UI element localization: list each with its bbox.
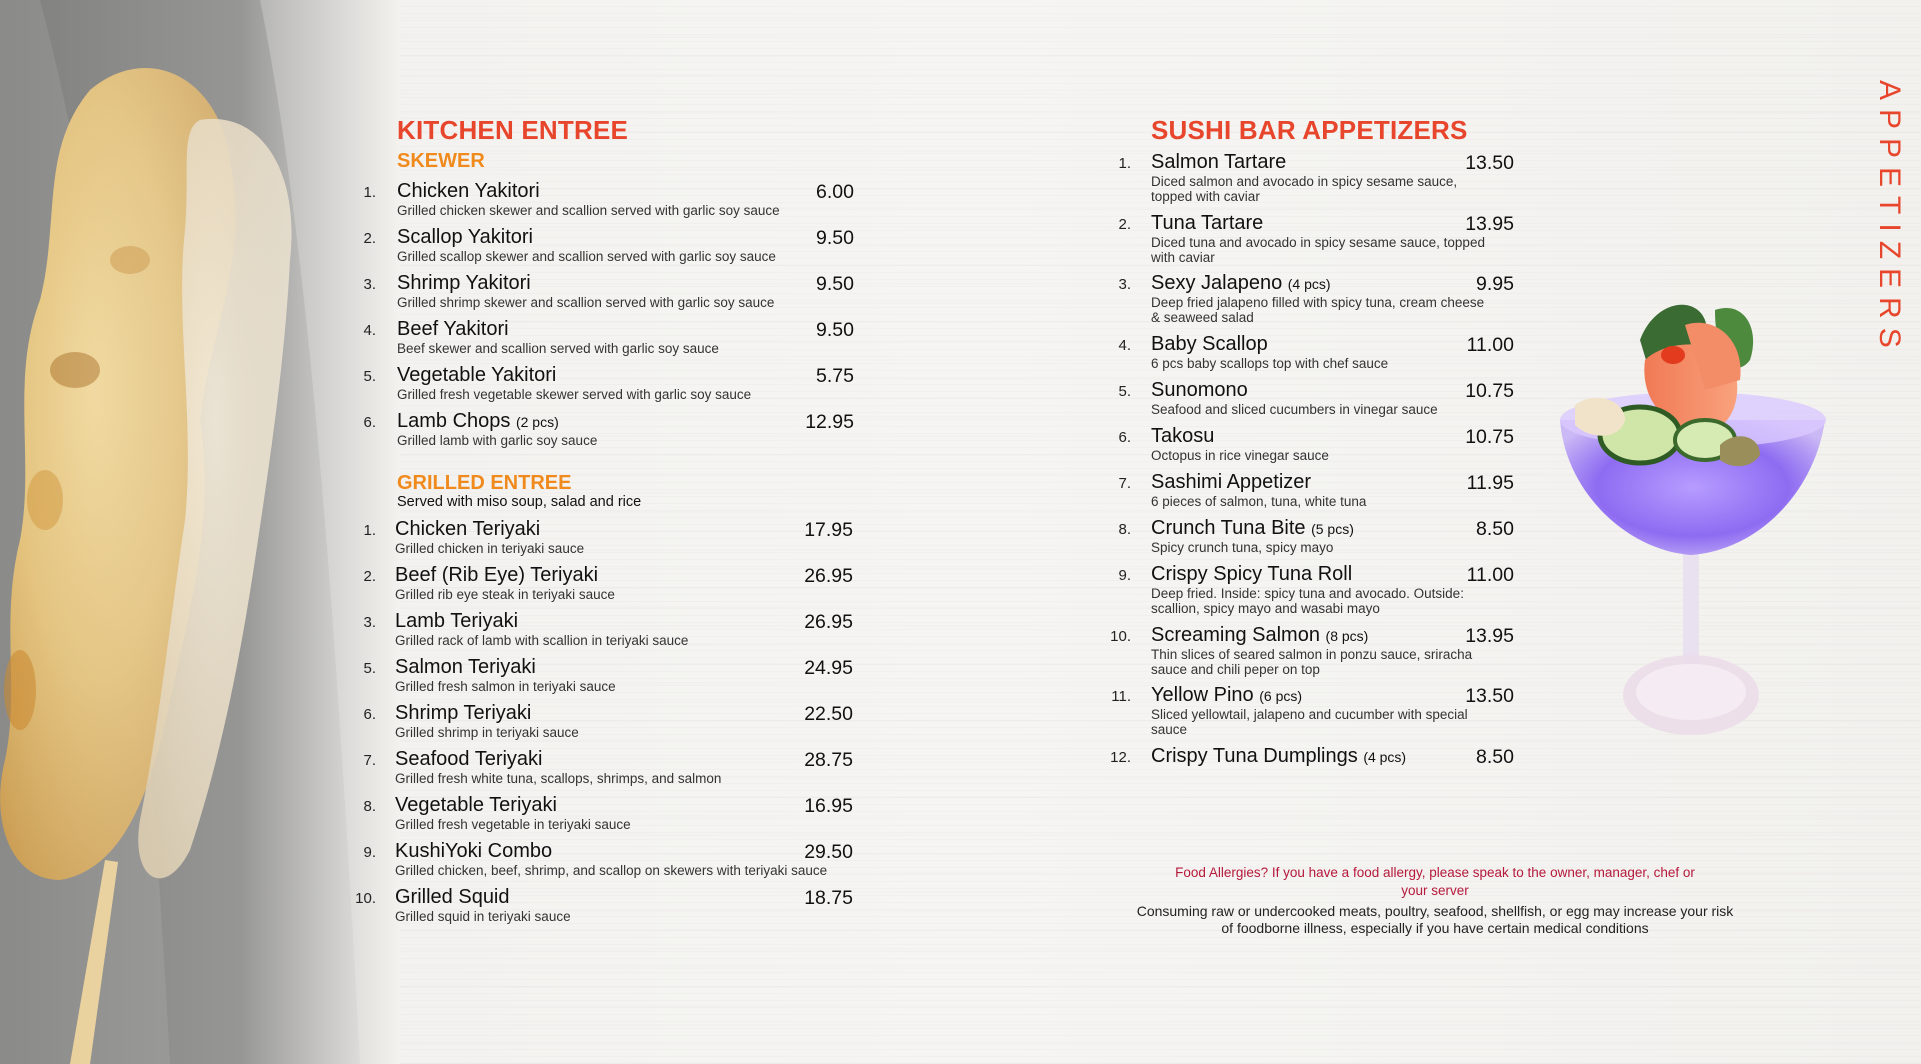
item-description: Grilled chicken skewer and scallion served with garlic soy sauce [397, 203, 780, 218]
item-number: 3. [363, 614, 376, 631]
item-name-text: Shrimp Yakitori [397, 272, 531, 294]
item-name [397, 180, 540, 203]
item-description: Grilled chicken, beef, shrimp, and scallop on skewers with teriyaki sauce [395, 863, 828, 878]
item-price: 28.75 [804, 749, 853, 771]
item-price: 26.95 [804, 611, 853, 633]
item-number: 1. [363, 522, 376, 539]
item-name [395, 518, 540, 541]
item-price: 9.50 [816, 319, 854, 341]
item-number: 7. [363, 752, 376, 769]
item-name-text: Baby Scallop [1151, 333, 1268, 355]
item-number: 2. [1118, 216, 1131, 233]
item-description: Deep fried. Inside: spicy tuna and avocado. Outside: scallion, spicy mayo and wasabi mayo [1151, 586, 1464, 616]
item-number: 1. [1118, 155, 1131, 172]
item-name [395, 564, 598, 587]
item-price: 10.75 [1465, 426, 1514, 448]
item-name [395, 702, 531, 725]
item-name [395, 610, 518, 633]
item-number: 4. [1118, 337, 1131, 354]
item-description: Grilled rib eye steak in teriyaki sauce [395, 587, 615, 602]
item-description: Spicy crunch tuna, spicy mayo [1151, 540, 1334, 555]
item-number: 5. [363, 368, 376, 385]
item-price: 10.75 [1465, 380, 1514, 402]
item-name [1151, 151, 1286, 174]
item-name-text: Salmon Teriyaki [395, 656, 536, 678]
item-description: Grilled chicken in teriyaki sauce [395, 541, 585, 556]
item-description: 6 pieces of salmon, tuna, white tuna [1151, 494, 1367, 509]
item-name [1151, 517, 1354, 540]
item-number: 5. [1118, 383, 1131, 400]
item-price: 9.50 [816, 273, 854, 295]
item-name-text: Beef Yakitori [397, 318, 509, 340]
item-name-text: Lamb Chops [397, 410, 511, 432]
item-name [1151, 563, 1352, 586]
item-name-text: Vegetable Teriyaki [395, 794, 557, 816]
item-number: 6. [363, 414, 376, 431]
item-price: 13.50 [1465, 685, 1514, 707]
item-number: 2. [363, 230, 376, 247]
item-description: Diced salmon and avocado in spicy sesame sauce, topped with caviar [1151, 174, 1458, 204]
item-quantity: (2 pcs) [515, 414, 559, 430]
appetizers-side-title: APPETIZERS [1873, 80, 1906, 357]
item-description: Grilled shrimp skewer and scallion served with garlic soy sauce [397, 295, 775, 310]
item-description: Grilled shrimp in teriyaki sauce [395, 725, 579, 740]
item-price: 18.75 [804, 887, 853, 909]
item-name-text: Crispy Tuna Dumplings [1151, 745, 1358, 767]
item-price: 13.95 [1465, 213, 1514, 235]
item-name-text: Lamb Teriyaki [395, 610, 519, 632]
item-price: 9.50 [816, 227, 854, 249]
item-name [395, 656, 536, 679]
item-price: 24.95 [804, 657, 853, 679]
item-name [1151, 425, 1214, 448]
item-description: Diced tuna and avocado in spicy sesame sauce, topped with caviar [1151, 235, 1485, 265]
item-description: Octopus in rice vinegar sauce [1151, 448, 1329, 463]
item-number: 8. [1118, 521, 1131, 538]
item-name-text: Yellow Pino [1151, 684, 1254, 706]
item-quantity: (4 pcs) [1363, 749, 1407, 765]
item-name-text: Tuna Tartare [1151, 212, 1264, 234]
item-name [1151, 745, 1406, 768]
item-price: 6.00 [816, 181, 854, 203]
item-number: 11. [1111, 688, 1131, 705]
item-name [395, 794, 557, 817]
item-name-text: Chicken Teriyaki [395, 518, 541, 540]
item-number: 10. [1110, 628, 1131, 645]
item-name-text: Crispy Spicy Tuna Roll [1151, 563, 1353, 585]
item-name-text: Seafood Teriyaki [395, 748, 543, 770]
item-name-text: Vegetable Yakitori [397, 364, 557, 386]
item-name-text: Sunomono [1151, 379, 1248, 401]
item-name [1151, 471, 1311, 494]
item-name [397, 226, 533, 249]
item-description: Grilled fresh vegetable skewer served with garlic soy sauce [397, 387, 752, 402]
item-number: 5. [363, 660, 376, 677]
item-name-text: Grilled Squid [395, 886, 510, 908]
kitchen-entree-title: KITCHEN ENTREE [397, 115, 629, 145]
item-number: 6. [1118, 429, 1131, 446]
item-number: 1. [363, 184, 376, 201]
item-name [397, 272, 531, 295]
item-number: 10. [355, 890, 376, 907]
item-price: 11.00 [1466, 564, 1514, 586]
item-description: Seafood and sliced cucumbers in vinegar sauce [1151, 402, 1438, 417]
item-number: 3. [363, 276, 376, 293]
item-name-text: Scallop Yakitori [397, 226, 533, 248]
item-price: 22.50 [804, 703, 853, 725]
item-description: Beef skewer and scallion served with garlic soy sauce [397, 341, 719, 356]
item-name-text: Chicken Yakitori [397, 180, 540, 202]
allergy-notice: Food Allergies? If you have a food allergy, please speak to the owner, manager, chef or your server [1175, 865, 1695, 898]
skewer-subtitle: SKEWER [397, 150, 485, 172]
item-price: 16.95 [804, 795, 853, 817]
item-number: 9. [363, 844, 376, 861]
item-number: 3. [1118, 276, 1131, 293]
item-name-text: Sashimi Appetizer [1151, 471, 1312, 493]
item-description: Grilled fresh white tuna, scallops, shrimps, and salmon [395, 771, 722, 786]
item-name-text: Takosu [1151, 425, 1215, 447]
item-price: 11.00 [1466, 334, 1514, 356]
item-quantity: (8 pcs) [1325, 628, 1369, 644]
item-name [395, 840, 552, 863]
item-price: 29.50 [804, 841, 853, 863]
sushi-bar-appetizers-title: SUSHI BAR APPETIZERS [1151, 115, 1468, 145]
item-description: Grilled scallop skewer and scallion served with garlic soy sauce [397, 249, 776, 264]
item-name-text: Beef (Rib Eye) Teriyaki [395, 564, 599, 586]
item-price: 8.50 [1476, 518, 1514, 540]
item-quantity: (5 pcs) [1311, 521, 1354, 537]
item-name-text: Salmon Tartare [1151, 151, 1287, 173]
chicken-skewer-photo [0, 0, 400, 1064]
item-name [1151, 684, 1302, 707]
item-name [397, 410, 559, 433]
item-number: 2. [363, 568, 376, 585]
item-description: Grilled squid in teriyaki sauce [395, 909, 571, 924]
item-description: Thin slices of seared salmon in ponzu sauce, sriracha sauce and chili peper on top [1151, 647, 1473, 677]
item-name [1151, 624, 1368, 647]
grilled-entree-subtitle: GRILLED ENTREE [397, 472, 572, 494]
item-name-text: Shrimp Teriyaki [395, 702, 532, 724]
item-number: 4. [363, 322, 376, 339]
item-price: 13.50 [1465, 152, 1514, 174]
item-description: Sliced yellowtail, jalapeno and cucumber with special sauce [1151, 707, 1468, 737]
item-description: Grilled fresh salmon in teriyaki sauce [395, 679, 616, 694]
item-description: 6 pcs baby scallops top with chef sauce [1151, 356, 1389, 371]
item-price: 17.95 [804, 519, 853, 541]
item-description: Grilled lamb with garlic soy sauce [397, 433, 598, 448]
item-name [1151, 379, 1248, 402]
item-price: 5.75 [816, 365, 854, 387]
item-quantity: (6 pcs) [1259, 688, 1303, 704]
item-quantity: (4 pcs) [1287, 276, 1331, 292]
item-price: 9.95 [1476, 273, 1514, 295]
item-price: 12.95 [805, 411, 854, 433]
item-number: 7. [1118, 475, 1131, 492]
item-name [1151, 272, 1331, 295]
item-number: 8. [363, 798, 376, 815]
item-name [1151, 333, 1268, 356]
item-name-text: KushiYoki Combo [395, 840, 553, 862]
item-price: 13.95 [1465, 625, 1514, 647]
item-price: 26.95 [804, 565, 853, 587]
item-number: 12. [1110, 749, 1131, 766]
item-name [395, 748, 543, 771]
item-description: Grilled rack of lamb with scallion in teriyaki sauce [395, 633, 689, 648]
item-description: Deep fried jalapeno filled with spicy tuna, cream cheese & seaweed salad [1151, 295, 1485, 325]
item-name [395, 886, 510, 909]
item-name-text: Sexy Jalapeno [1151, 272, 1283, 294]
item-name-text: Crunch Tuna Bite [1151, 517, 1306, 539]
item-price: 8.50 [1476, 746, 1514, 768]
raw-food-warning: Consuming raw or undercooked meats, poultry, seafood, shellfish, or egg may increase your risk of foodborne illness, especially if you have certain medical conditions [1136, 903, 1734, 936]
item-number: 9. [1118, 567, 1131, 584]
item-description: Grilled fresh vegetable in teriyaki sauce [395, 817, 631, 832]
item-name-text: Screaming Salmon [1151, 624, 1320, 646]
grilled-entree-note: Served with miso soup, salad and rice [397, 494, 642, 510]
sashimi-cocktail-glass-photo [1545, 300, 1845, 760]
item-name [1151, 212, 1263, 235]
item-name [397, 318, 509, 341]
item-number: 6. [363, 706, 376, 723]
item-name [397, 364, 556, 387]
item-price: 11.95 [1466, 472, 1514, 494]
